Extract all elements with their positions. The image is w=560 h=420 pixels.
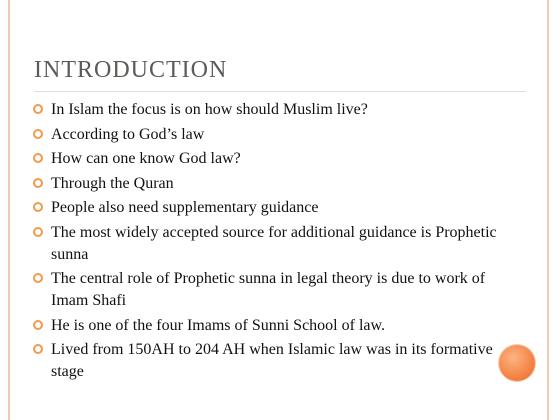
circle-bullet-icon	[33, 153, 43, 163]
bullet-item	[33, 148, 503, 170]
slide-title: INTRODUCTION	[34, 57, 228, 83]
bullet-item	[33, 339, 503, 383]
bullet-item	[33, 222, 503, 266]
circle-bullet-icon	[33, 129, 43, 139]
circle-bullet-icon	[33, 104, 43, 114]
bullet-text: The most widely accepted source for additional guidance is Prophetic sunna	[51, 223, 497, 263]
bullet-item	[33, 268, 503, 312]
bullet-text: Lived from 150AH to 204 AH when Islamic law was in its formative stage	[51, 341, 493, 380]
bullet-text: How can one know God law?	[51, 150, 241, 167]
bullet-text: The central role of Prophetic sunna in legal theory is due to work of Imam Shafi	[51, 270, 486, 309]
bullet-item	[33, 315, 503, 337]
circle-bullet-icon	[33, 202, 43, 212]
circle-bullet-icon	[33, 320, 43, 330]
bullet-item	[33, 99, 503, 121]
bullet-item	[33, 197, 503, 219]
circle-bullet-icon	[33, 178, 43, 188]
bullet-item	[33, 124, 503, 146]
bullet-list	[33, 99, 503, 386]
bullet-text: He is one of the four Imams of Sunni School of law.	[51, 316, 386, 334]
bullet-text: Through the Quran	[51, 174, 174, 192]
bullet-item	[33, 173, 503, 195]
title-divider	[34, 91, 526, 92]
bullet-text: According to God’s law	[51, 125, 205, 143]
decorative-circle-icon	[499, 345, 535, 381]
bullet-text: In Islam the focus is on how should Muslim live?	[51, 101, 368, 118]
circle-bullet-icon	[33, 227, 43, 237]
circle-bullet-icon	[33, 344, 43, 354]
bullet-text: People also need supplementary guidance	[51, 199, 319, 216]
circle-bullet-icon	[33, 273, 43, 283]
